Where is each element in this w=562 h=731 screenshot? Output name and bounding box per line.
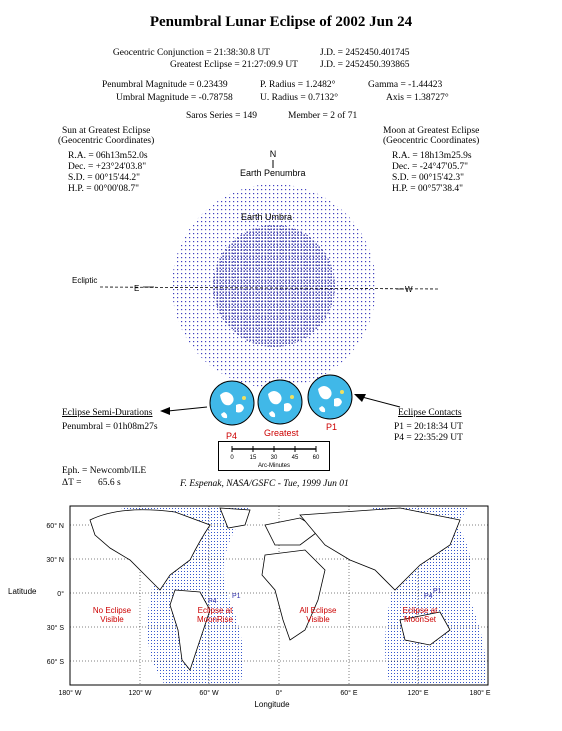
curve-label-p4-east: P4 — [424, 593, 433, 600]
page-title: Penumbral Lunar Eclipse of 2002 Jun 24 — [149, 14, 413, 30]
saros-series: Saros Series = 149 — [186, 111, 258, 121]
ephemeris: Eph. = Newcomb/ILE — [62, 466, 147, 476]
lat-tick: 30° N — [46, 557, 64, 564]
moon-greatest — [258, 380, 302, 424]
penumbra-label: Earth Penumbra — [240, 168, 306, 178]
penumbral-radius: P. Radius = 1.2482° — [260, 80, 336, 90]
curve-label-p4-west: P4 — [208, 598, 217, 605]
greatest-eclipse-jd: J.D. = 2452450.393865 — [320, 60, 410, 70]
moon-heading: Moon at Greatest Eclipse — [383, 126, 480, 136]
contacts-arrow — [362, 397, 400, 407]
lat-tick: 30° S — [46, 625, 64, 632]
umbra-disk — [213, 225, 335, 347]
umbral-magnitude: Umbral Magnitude = -0.78758 — [116, 93, 233, 103]
geocentric-conjunction: Geocentric Conjunction = 21:38:30.8 UT — [112, 48, 270, 58]
contact-p4: P4 = 22:35:29 UT — [394, 433, 463, 443]
axis: Axis = 1.38727° — [386, 93, 449, 103]
moon-subheading: (Geocentric Coordinates) — [383, 136, 480, 146]
contacts-heading: Eclipse Contacts — [398, 408, 462, 418]
moon-ra: R.A. = 18h13m25.9s — [392, 151, 472, 161]
lat-tick: 60° N — [46, 523, 64, 530]
shadow-diagram — [0, 140, 562, 440]
world-map — [0, 490, 562, 715]
moon-sd: S.D. = 00°15'42.3" — [392, 173, 465, 183]
lon-tick: 180° E — [469, 690, 491, 697]
penumbral-semi-duration: Penumbral = 01h08m27s — [62, 422, 158, 432]
west-label: W — [405, 285, 413, 294]
moonrise-label-2: MoonRise — [196, 615, 234, 624]
africa — [262, 550, 325, 640]
no-eclipse-label: No Eclipse — [92, 606, 132, 615]
moon-hp: H.P. = 00°57'38.4" — [392, 184, 463, 194]
lon-tick: 0° — [275, 690, 283, 697]
gamma: Gamma = -1.44423 — [368, 80, 443, 90]
conjunction-jd: J.D. = 2452450.401745 — [320, 48, 410, 58]
ecliptic-label: Ecliptic — [72, 276, 98, 285]
lon-tick: 60° W — [199, 690, 219, 697]
moon-label-greatest: Greatest — [264, 428, 299, 438]
lon-tick: 120° W — [128, 690, 152, 697]
moonrise-label: Eclipse at — [197, 606, 233, 615]
moonset-label-2: MoonSet — [403, 615, 437, 624]
all-eclipse-label: All Eclipse — [299, 606, 337, 615]
penumbral-magnitude: Penumbral Magnitude = 0.23439 — [102, 80, 228, 90]
scale-tick-label: 60 — [312, 455, 320, 461]
lon-tick: 60° E — [340, 690, 358, 697]
moon-label-p1: P1 — [326, 422, 338, 432]
moon-p4 — [210, 381, 254, 425]
no-eclipse-label-2: Visible — [100, 615, 124, 624]
scale-tick-label: 0 — [230, 455, 234, 461]
moon-label-p4: P4 — [226, 431, 238, 441]
semi-duration-arrow — [168, 407, 207, 411]
sun-subheading: (Geocentric Coordinates) — [58, 136, 155, 146]
umbra-label: Earth Umbra — [241, 212, 293, 222]
lat-tick: 60° S — [46, 659, 64, 666]
north-label: N — [269, 149, 277, 159]
sun-dec: Dec. = +23°24'03.8" — [68, 162, 147, 172]
semi-duration-arrowhead — [160, 407, 170, 415]
moon-dec: Dec. = -24°47'05.7" — [392, 162, 468, 172]
umbral-radius: U. Radius = 0.7132° — [260, 93, 339, 103]
arc-minute-scale — [218, 441, 330, 471]
scale-tick-label: 45 — [291, 455, 299, 461]
credit: F. Espenak, NASA/GSFC - Tue, 1999 Jun 01 — [180, 479, 349, 489]
latitude-axis-label: Latitude — [8, 587, 37, 596]
contact-p1: P1 = 20:18:34 UT — [394, 422, 463, 432]
delta-t-value: 65.6 s — [98, 478, 121, 488]
east-label: E — [134, 284, 140, 293]
lon-tick: 120° E — [407, 690, 429, 697]
greatest-eclipse-time: Greatest Eclipse = 21:27:09.9 UT — [169, 60, 298, 70]
scale-tick-label: 30 — [270, 455, 278, 461]
sun-sd: S.D. = 00°15'44.2" — [68, 173, 141, 183]
semi-durations-heading: Eclipse Semi-Durations — [62, 408, 153, 418]
moonset-label: Eclipse at — [402, 606, 438, 615]
moon-p1 — [308, 375, 352, 419]
curve-label-p1-west: P1 — [232, 593, 241, 600]
lon-tick: 180° W — [58, 690, 82, 697]
scale-label: Arc-Minutes — [257, 463, 291, 469]
sun-heading: Sun at Greatest Eclipse — [62, 126, 151, 136]
saros-member: Member = 2 of 71 — [288, 111, 358, 121]
all-eclipse-label-2: Visible — [306, 615, 330, 624]
delta-t-label: ΔT = — [62, 478, 82, 488]
sun-hp: H.P. = 00°00'08.7" — [68, 184, 139, 194]
longitude-axis-label: Longitude — [254, 700, 290, 709]
scale-tick-label: 15 — [249, 455, 257, 461]
lat-tick: 0° — [57, 591, 64, 598]
curve-label-p1-east: P1 — [433, 588, 442, 595]
sun-ra: R.A. = 06h13m52.0s — [68, 151, 148, 161]
